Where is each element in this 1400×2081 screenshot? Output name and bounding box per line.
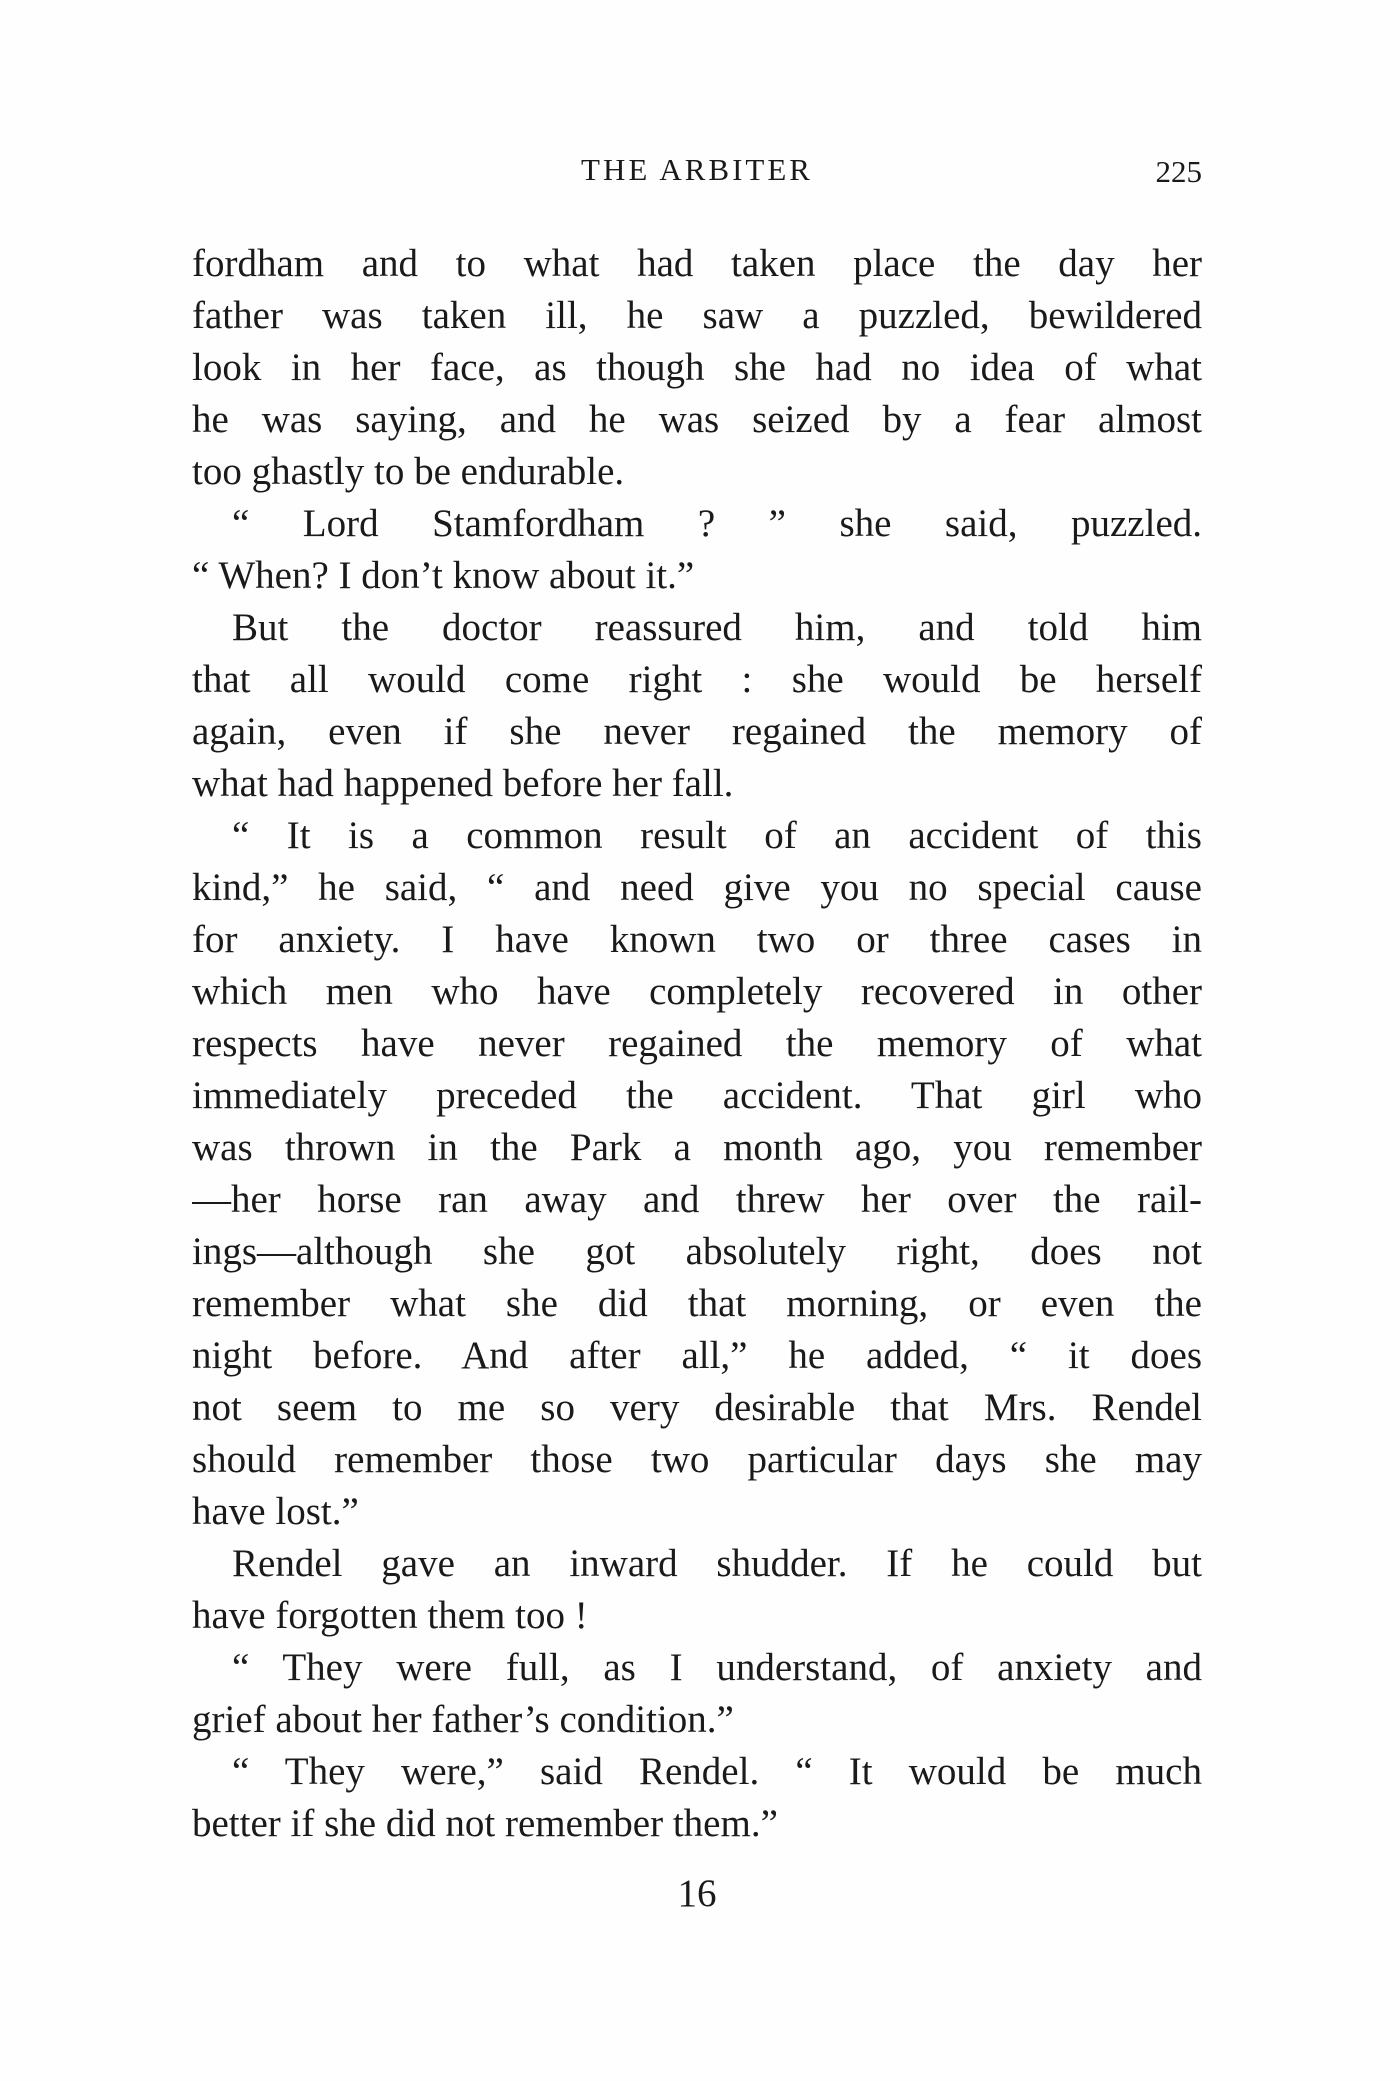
paragraph [192,1746,1202,1850]
text-line: —her horse ran away and threw her over the rail- [192,1178,1202,1221]
running-title: THE ARBITER [581,152,813,187]
text-line: not seem to me so very desirable that Mrs. Rendel [192,1386,1202,1429]
text-line: have forgotten them too ! [192,1594,588,1637]
paragraph [192,1538,1202,1642]
text-line: for anxiety. I have known two or three cases in [192,918,1202,961]
text-line: “ It is a common result of an accident of this [232,814,1202,857]
text-line: which men who have completely recovered in other [192,970,1202,1013]
text-line: “ When? I don’t know about it.” [192,554,695,597]
paragraph [192,498,1202,602]
text-line: remember what she did that morning, or even the [192,1282,1202,1325]
text-line: was thrown in the Park a month ago, you remember [192,1126,1202,1169]
text-line: night before. And after all,” he added, “ it does [192,1334,1202,1377]
text-line: “ They were,” said Rendel. “ It would be much [232,1750,1202,1793]
paragraph [192,810,1202,1538]
paragraph [192,1642,1202,1746]
text-line: But the doctor reassured him, and told him [232,606,1202,649]
text-line: that all would come right : she would be herself [192,658,1202,701]
body-text [192,238,1202,1850]
text-line: respects have never regained the memory of what [192,1022,1202,1065]
text-line: look in her face, as though she had no idea of what [192,346,1202,389]
paragraph [192,238,1202,498]
text-line: what had happened before her fall. [192,762,734,805]
text-line: father was taken ill, he saw a puzzled, bewildered [192,294,1202,337]
text-line: kind,” he said, “ and need give you no special cause [192,866,1202,909]
text-line: he was saying, and he was seized by a fear almost [192,398,1202,441]
text-line: “ Lord Stamfordham ? ” she said, puzzled. [232,502,1202,545]
text-line: immediately preceded the accident. That girl who [192,1074,1202,1117]
text-line: ings—although she got absolutely right, does not [192,1230,1202,1273]
text-line: have lost.” [192,1490,359,1533]
text-line: better if she did not remember them.” [192,1802,778,1845]
paragraph [192,602,1202,810]
text-line: grief about her father’s condition.” [192,1698,734,1741]
signature-mark: 16 [677,1872,717,1915]
text-line: too ghastly to be endurable. [192,450,625,493]
text-line: fordham and to what had taken place the day her [192,242,1202,285]
text-line: “ They were full, as I understand, of anxiety and [232,1646,1202,1689]
page-number: 225 [1155,154,1202,189]
text-line: Rendel gave an inward shudder. If he could but [232,1542,1202,1585]
running-head [192,152,1202,198]
text-line: again, even if she never regained the memory of [192,710,1202,753]
text-line: should remember those two particular days she may [192,1438,1202,1481]
